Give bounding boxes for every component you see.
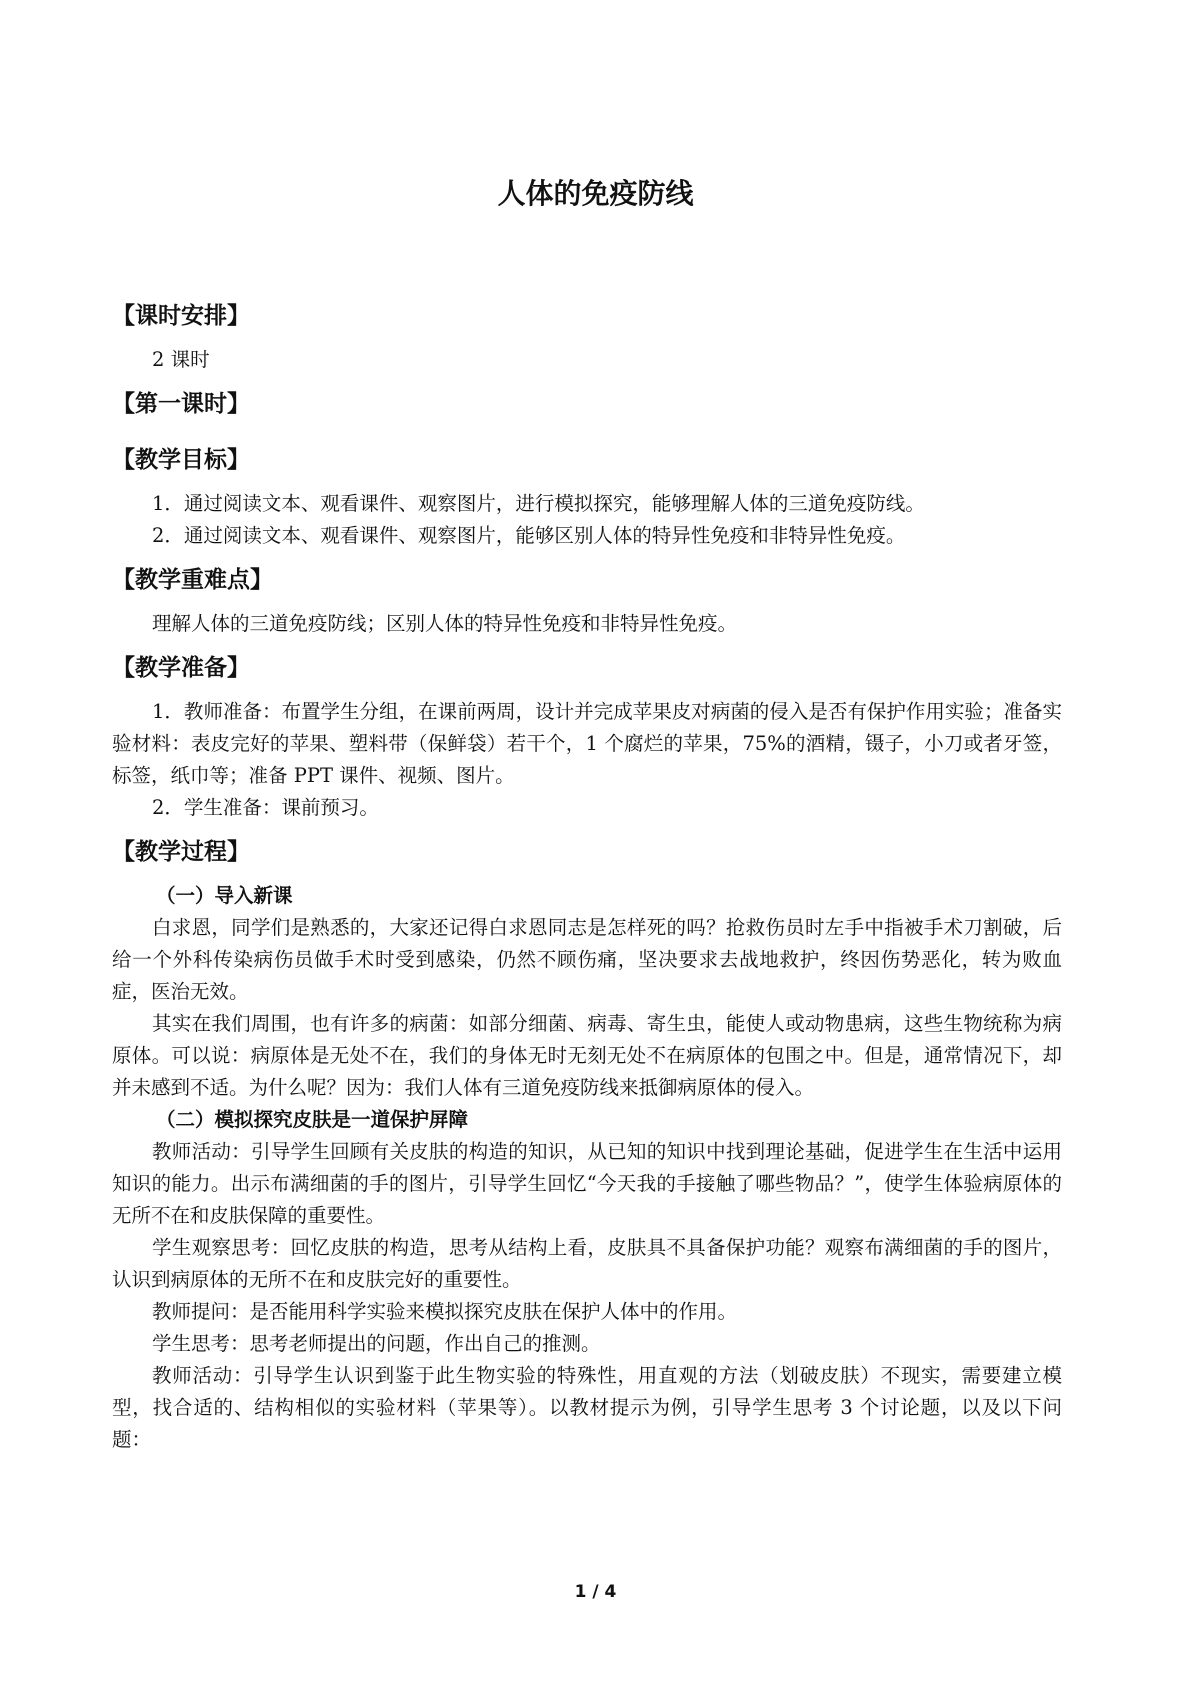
process-paragraph: 教师活动：引导学生认识到鉴于此生物实验的特殊性，用直观的方法（划破皮肤）不现实，需要建立模型，找合适的、结构相似的实验材料（苹果等）。以教材提示为例，引导学生思考 3 个讨论题，以及以下问题： [112, 1364, 1062, 1451]
document-title: 人体的免疫防线 [497, 177, 694, 210]
process-paragraph: 其实在我们周围，也有许多的病菌：如部分细菌、病毒、寄生虫，能使人或动物患病，这些生物统称为病原体。可以说：病原体是无处不在，我们的身体无时无刻无处不在病原体的包围之中。但是，通常情况下，却并未感到不适。为什么呢？因为：我们人体有三道免疫防线来抵御病原体的侵入。 [112, 1012, 1062, 1099]
section-heading-schedule: 【课时安排】 [112, 303, 250, 329]
page-number: 1 / 4 [574, 1582, 617, 1602]
process-paragraph: 学生思考：思考老师提出的问题，作出自己的推测。 [152, 1332, 601, 1355]
preparation-item: 1．教师准备：布置学生分组，在课前两周，设计并完成苹果皮对病菌的侵入是否有保护作用实验；准备实验材料：表皮完好的苹果、塑料带（保鲜袋）若干个，1 个腐烂的苹果，75%的酒精，镊子，小刀或者牙签，标签，纸巾等；准备 PPT 课件、视频、图片。 [112, 700, 1062, 787]
process-paragraph: 教师提问：是否能用科学实验来模拟探究皮肤在保护人体中的作用。 [152, 1300, 738, 1323]
section-heading-process: 【教学过程】 [112, 839, 250, 865]
process-paragraph: 白求恩，同学们是熟悉的，大家还记得白求恩同志是怎样死的吗？抢救伤员时左手中指被手术刀割破，后给一个外科传染病伤员做手术时受到感染，仍然不顾伤痛，坚决要求去战地救护，终因伤势恶化，转为败血症，医治无效。 [112, 916, 1062, 1003]
key-points-text: 理解人体的三道免疫防线；区别人体的特异性免疫和非特异性免疫。 [152, 612, 738, 635]
process-paragraph: 教师活动：引导学生回顾有关皮肤的构造的知识，从已知的知识中找到理论基础，促进学生在生活中运用知识的能力。出示布满细菌的手的图片，引导学生回忆“今天我的手接触了哪些物品？”，使学生体验病原体的无所不在和皮肤保障的重要性。 [112, 1140, 1062, 1227]
process-paragraph: 学生观察思考：回忆皮肤的构造，思考从结构上看，皮肤具不具备保护功能？观察布满细菌的手的图片，认识到病原体的无所不在和皮肤完好的重要性。 [112, 1236, 1062, 1291]
schedule-text: 2 课时 [152, 348, 210, 371]
objective-item: 1．通过阅读文本、观看课件、观察图片，进行模拟探究，能够理解人体的三道免疫防线。 [152, 492, 925, 515]
section-heading-objectives: 【教学目标】 [112, 447, 250, 473]
section-heading-preparation: 【教学准备】 [112, 655, 250, 681]
document-body [112, 296, 1062, 1456]
section-heading-key-points: 【教学重难点】 [112, 567, 273, 593]
section-heading-first-lesson: 【第一课时】 [112, 391, 250, 417]
objective-item: 2．通过阅读文本、观看课件、观察图片，能够区别人体的特异性免疫和非特异性免疫。 [152, 524, 906, 547]
process-subheading: （二）模拟探究皮肤是一道保护屏障 [156, 1108, 469, 1131]
process-subheading: （一）导入新课 [156, 884, 293, 907]
preparation-item: 2．学生准备：课前预习。 [152, 796, 379, 819]
